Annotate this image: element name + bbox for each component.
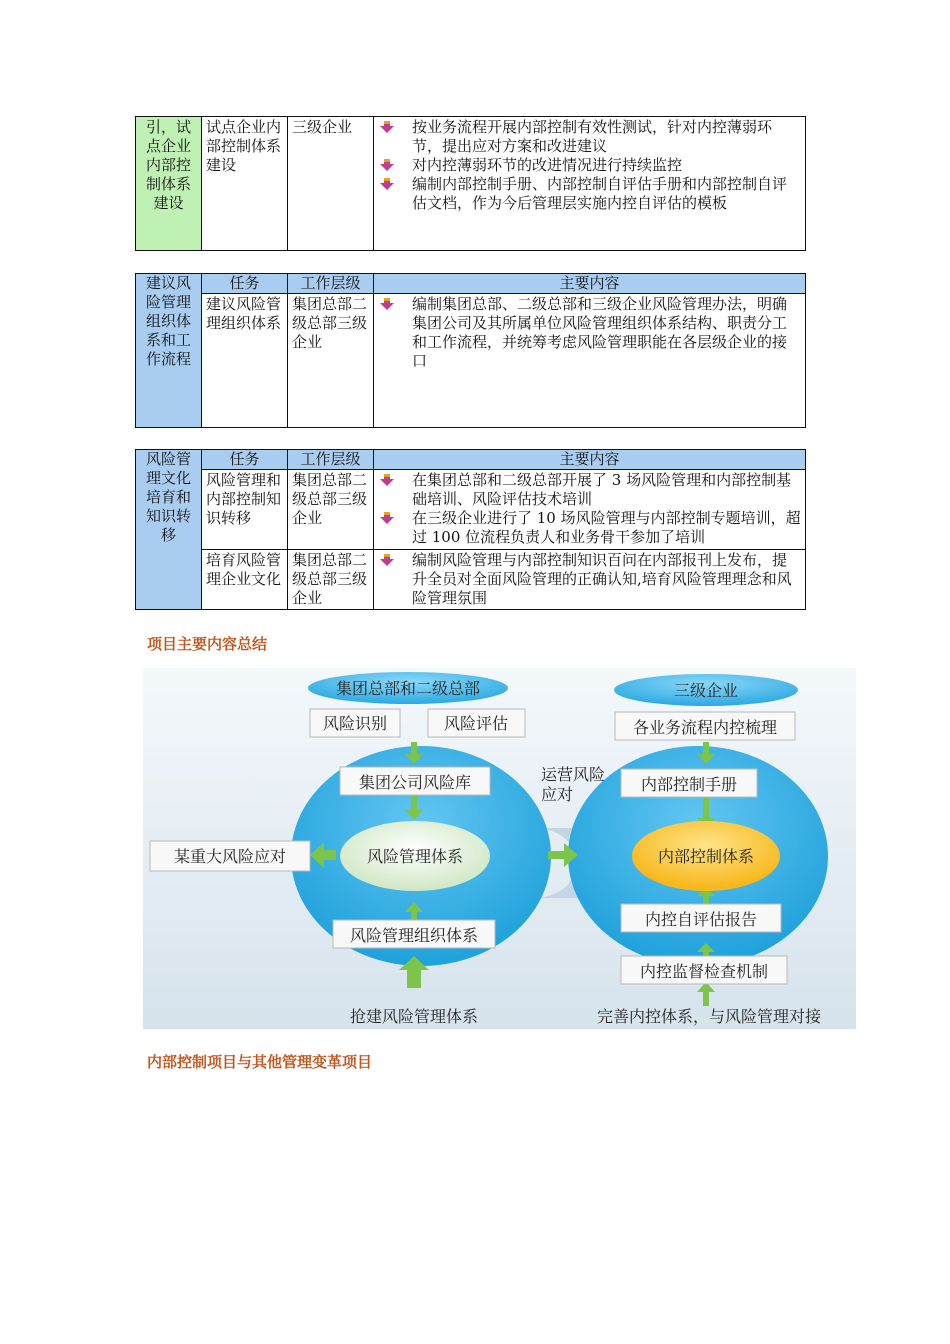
process-review-label: 各业务流程内控梳理 [632,718,778,737]
self-assess-label: 内控自评估报告 [644,910,758,929]
risk-db-label: 集团公司风险库 [358,773,472,792]
right-title: 三级企业 [673,681,739,700]
content-text: 在集团总部和二级总部开展了 3 场风险管理和内部控制基础培训、风险评估技术培训 [412,471,792,508]
improve-label: 完善内控体系，与风险管理对接 [596,1007,822,1026]
level-cell: 集团总部二级总部三级企业 [288,294,374,428]
bullet-arrow-icon [378,509,412,547]
list-item [378,118,801,156]
content-text: 对内控薄弱环节的改进情况进行持续监控 [412,156,683,174]
ic-system-label: 内部控制体系 [657,847,755,866]
header-content: 主要内容 [374,274,806,294]
content-cell [374,294,806,428]
content-text: 编制内部控制手册、内部控制自评估手册和内部控制自评估文档，作为今后管理层实施内控自评估的模板 [412,175,788,212]
list-item [378,471,801,509]
bullet-arrow-icon [378,551,412,608]
risk-org-label: 风险管理组织体系 [349,926,479,945]
task-cell: 风险管理和内部控制知识转移 [202,470,288,550]
list-item [378,295,801,371]
section-label: 引，试点企业内部控制体系建设 [136,117,202,251]
section-label: 建议风险管理组织体系和工作流程 [136,274,202,428]
major-risk-label: 某重大风险应对 [173,847,287,866]
risk-assess-label: 风险评估 [443,714,509,733]
level-cell: 三级企业 [288,117,374,251]
supervision-label: 内控监督检查机制 [639,962,769,981]
bullet-arrow-icon [378,295,412,371]
header-content: 主要内容 [374,450,806,470]
header-task: 任务 [202,450,288,470]
content-text: 在三级企业进行了 10 场风险管理与内部控制专题培训，超过 100 位流程负责人和业务骨干参加了培训 [412,509,801,546]
list-item [378,156,801,175]
level-cell: 集团总部二级总部三级企业 [288,470,374,550]
bullet-arrow-icon [378,118,412,156]
risk-identify-label: 风险识别 [322,714,388,733]
header-task: 任务 [202,274,288,294]
list-item [378,551,801,608]
task-cell: 建议风险管理组织体系 [202,294,288,428]
ic-manual-label: 内部控制手册 [640,775,738,794]
content-text: 按业务流程开展内部控制有效性测试，针对内控薄弱环节，提出应对方案和改进建议 [412,118,773,155]
bullet-arrow-icon [378,156,412,175]
left-title: 集团总部和二级总部 [335,679,481,698]
task-cell: 培育风险管理企业文化 [202,550,288,610]
list-item [378,509,801,547]
table-risk-org [135,273,806,428]
risk-system-label: 风险管理体系 [366,847,464,866]
content-text: 编制风险管理与内部控制知识百问在内部报刊上发布，提升全员对全面风险管理的正确认知,培育风险管理理念和风险管理氛围 [412,551,792,607]
header-level: 工作层级 [288,274,374,294]
bullet-arrow-icon [378,175,412,213]
op-risk-label: 运营风险应对 [541,765,606,804]
content-cell [374,550,806,610]
content-cell [374,470,806,550]
build-risk-label: 抢建风险管理体系 [349,1007,479,1026]
content-cell [374,117,806,251]
level-cell: 集团总部二级总部三级企业 [288,550,374,610]
list-item [378,175,801,213]
ic-risk-diagram [143,668,856,1029]
content-text: 编制集团总部、二级总部和三级企业风险管理办法，明确集团公司及其所属单位风险管理组织体系结构、职责分工和工作流程，并统筹考虑风险管理职能在各层级企业的接口 [412,295,788,370]
caption-other-projects: 内部控制项目与其他管理变革项目 [147,1053,373,1071]
table-ic-pilot [135,116,806,251]
task-cell: 试点企业内部控制体系建设 [202,117,288,251]
section-label: 风险管理文化培育和知识转移 [136,450,202,610]
caption-summary: 项目主要内容总结 [147,635,268,653]
header-level: 工作层级 [288,450,374,470]
table-risk-culture [135,449,806,610]
bullet-arrow-icon [378,471,412,509]
